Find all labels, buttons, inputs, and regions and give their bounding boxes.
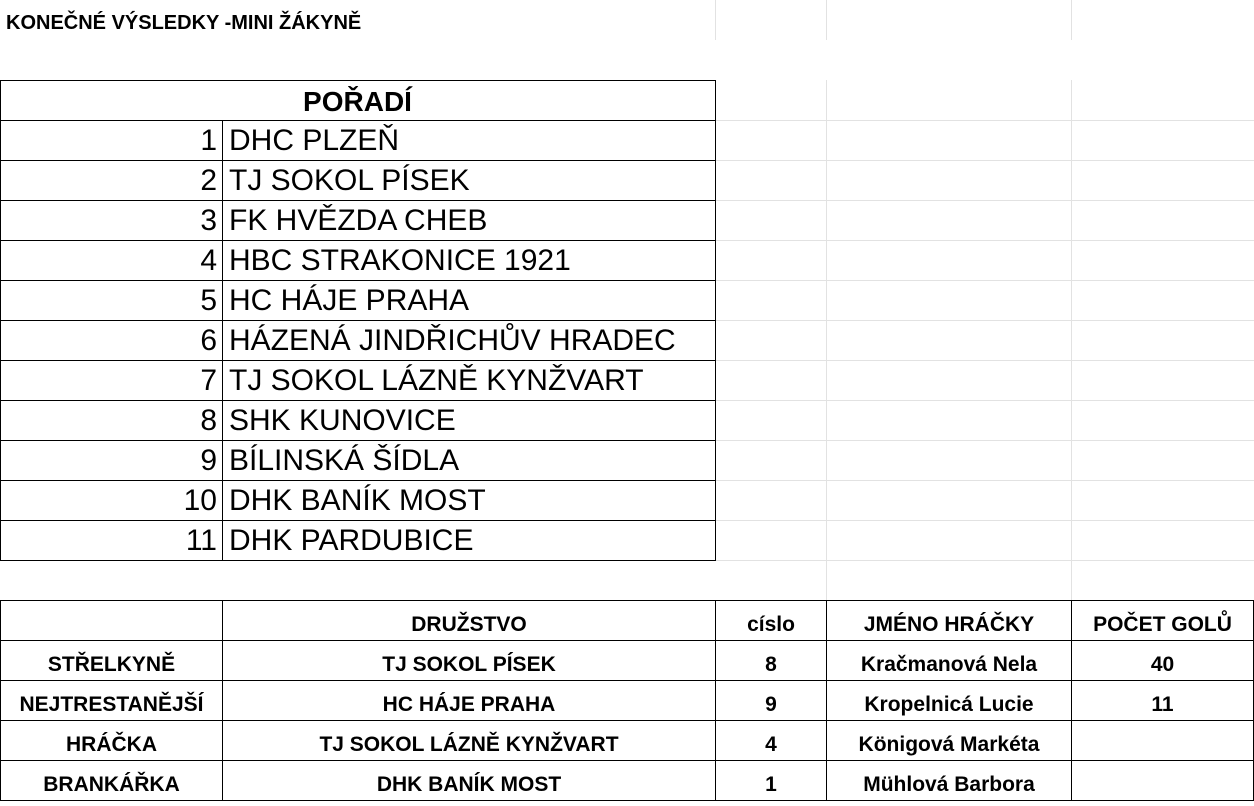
rank-number: 8 <box>200 404 217 437</box>
team-name: TJ SOKOL LÁZNĚ KYNŽVART <box>229 364 644 397</box>
rank-number: 4 <box>200 244 217 277</box>
team-name: TJ SOKOL PÍSEK <box>229 164 470 197</box>
award-player-name: Kropelnicá Lucie <box>864 693 1034 716</box>
team-name: SHK KUNOVICE <box>229 404 456 437</box>
team-name: HÁZENÁ JINDŘICHŮV HRADEC <box>229 324 676 357</box>
award-player-name: Kračmanová Nela <box>860 653 1038 676</box>
team-name: DHK BANÍK MOST <box>229 484 486 517</box>
rank-number: 1 <box>200 124 217 157</box>
team-name: FK HVĚZDA CHEB <box>229 204 488 237</box>
award-number: 1 <box>765 773 777 796</box>
award-team: TJ SOKOL LÁZNĚ KYNŽVART <box>319 733 619 756</box>
award-player-name: Königová Markéta <box>858 733 1040 756</box>
award-team: TJ SOKOL PÍSEK <box>382 653 556 676</box>
rank-number: 9 <box>200 444 217 477</box>
column-header-goals: POČET GOLŮ <box>1093 613 1232 636</box>
team-name: BÍLINSKÁ ŠÍDLA <box>229 444 460 477</box>
rank-number: 6 <box>200 324 217 357</box>
rank-number: 7 <box>200 364 217 397</box>
award-category: STŘELKYNĚ <box>47 653 176 676</box>
rank-number: 10 <box>183 484 217 517</box>
column-header-number: císlo <box>747 613 795 636</box>
page-title: KONEČNÉ VÝSLEDKY -MINI ŽÁKYNĚ <box>6 12 362 34</box>
rank-number: 11 <box>185 524 217 557</box>
ranking-header: POŘADÍ <box>303 86 412 117</box>
column-header-player-name: JMÉNO HRÁČKY <box>863 613 1035 636</box>
team-name: HC HÁJE PRAHA <box>229 284 470 317</box>
team-name: DHC PLZEŇ <box>229 124 400 157</box>
award-goals: 40 <box>1150 653 1175 676</box>
award-team: HC HÁJE PRAHA <box>382 693 556 716</box>
team-name: DHK PARDUBICE <box>229 524 474 557</box>
team-name: HBC STRAKONICE 1921 <box>229 244 571 277</box>
rank-number: 5 <box>200 284 217 317</box>
award-category: BRANKÁŘKA <box>43 773 180 796</box>
award-player-name: Mühlová Barbora <box>863 773 1035 796</box>
award-goals <box>1072 724 1253 764</box>
award-category: HRÁČKA <box>66 733 157 756</box>
award-team: DHK BANÍK MOST <box>376 773 562 796</box>
award-goals: 11 <box>1151 693 1174 716</box>
rank-number: 3 <box>200 204 217 237</box>
rank-number: 2 <box>200 164 217 197</box>
award-number: 9 <box>765 693 777 716</box>
award-goals <box>1072 764 1253 804</box>
column-header-team: DRUŽSTVO <box>411 613 527 636</box>
award-category: NEJTRESTANĚJŠÍ <box>19 693 204 716</box>
award-number: 4 <box>765 733 777 756</box>
award-number: 8 <box>765 653 777 676</box>
